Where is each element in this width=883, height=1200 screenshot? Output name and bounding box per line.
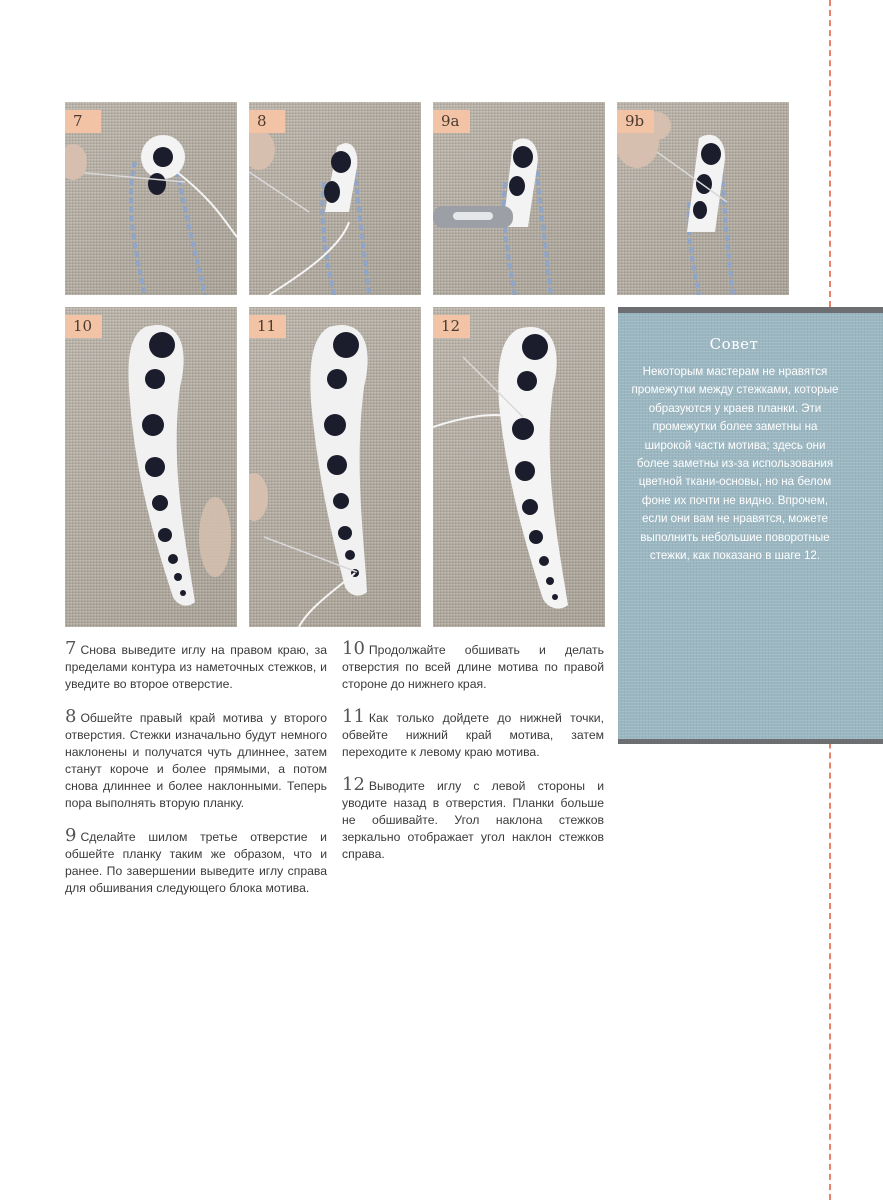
step-tag: 9a <box>433 110 470 133</box>
step-number: 12 <box>342 774 365 795</box>
step-tag: 10 <box>65 315 102 338</box>
step-paragraph-7 <box>65 638 327 693</box>
step-tag: 9b <box>617 110 654 133</box>
step-text: Выводите иглу с левой стороны и уводите назад в отверстия. Планки больше не обшивайте. Угол наклона стежков зеркально отображает угол наклон стежков справа. <box>342 779 604 861</box>
step-tag: 7 <box>65 110 101 133</box>
step-text: Обшейте правый край мотива у второго отверстия. Стежки изначально будут немного наклонены и получатся чуть длиннее, затем станут короче и более прямыми, а потом снова длиннее и более наклонными. Теперь пора выполнять вторую планку. <box>65 711 327 810</box>
tip-box <box>618 307 883 744</box>
photo-step-10 <box>65 307 237 627</box>
instructions-column-left <box>65 638 327 914</box>
step-tag: 11 <box>249 315 286 338</box>
step-number: 11 <box>342 706 365 727</box>
photo-step-12 <box>433 307 605 627</box>
step-text: Продолжайте обшивать и делать отверстия по всей длине мотива по правой стороне до нижнего края. <box>342 643 604 691</box>
step-text: Как только дойдете до нижней точки, обвейте нижний край мотива, затем переходите к левому краю мотива. <box>342 711 604 759</box>
step-text: Сделайте шилом третье отверстие и обшейте планку таким же образом, что и ранее. По завершении выведите иглу справа для обшивания следующего блока мотива. <box>65 830 327 895</box>
photo-step-9a <box>433 102 605 295</box>
step-paragraph-9 <box>65 825 327 897</box>
step-paragraph-12 <box>342 774 604 863</box>
step-number: 9 <box>65 825 77 846</box>
photo-step-9b <box>617 102 789 295</box>
embroidery-illustration <box>249 307 421 627</box>
embroidery-illustration <box>433 307 605 627</box>
step-paragraph-11 <box>342 706 604 761</box>
tip-title: Совет <box>709 335 759 353</box>
photo-step-11 <box>249 307 421 627</box>
step-paragraph-10 <box>342 638 604 693</box>
step-tag: 12 <box>433 315 470 338</box>
step-number: 7 <box>65 638 77 659</box>
step-tag: 8 <box>249 110 285 133</box>
photo-step-7 <box>65 102 237 295</box>
tip-text: Некоторым мастерам не нравятся промежутки между стежками, которые образуются у краев планки. Эти промежутки более заметны на широкой части мотива; здесь они более заметны из-за использования цветной ткани-основы, но на белом фоне их почти не видно. Впрочем, если они вам не нравятся, можете выполнить небольшие поворотные стежки, как показано в шаге 12. <box>631 365 839 563</box>
step-number: 8 <box>65 706 77 727</box>
embroidery-illustration <box>65 307 237 627</box>
step-number: 10 <box>342 638 365 659</box>
step-paragraph-8 <box>65 706 327 812</box>
photo-step-8 <box>249 102 421 295</box>
step-text: Снова выведите иглу на правом краю, за пределами контура из наметочных стежков, и уведите во второе отверстие. <box>65 643 327 691</box>
instructions-column-right <box>342 638 604 880</box>
